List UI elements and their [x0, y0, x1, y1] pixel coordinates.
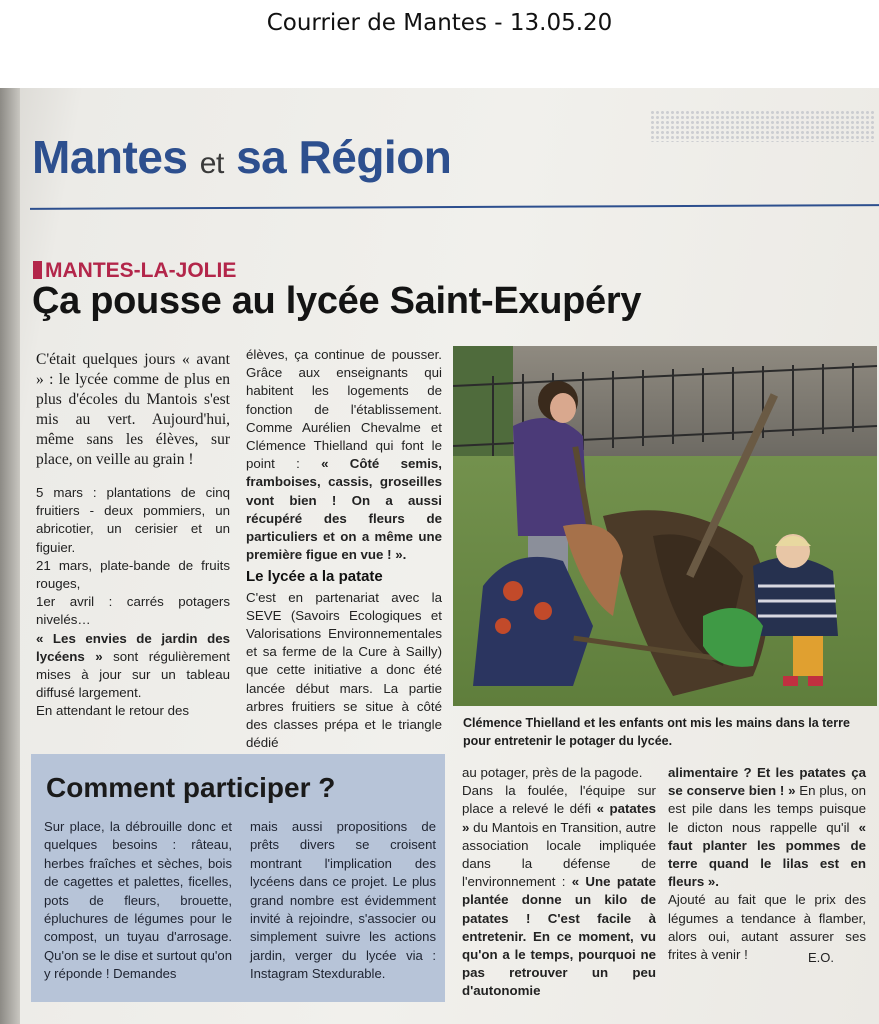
section-title-part2: sa Région — [236, 131, 452, 183]
col1-para-2: 21 mars, plate-bande de fruits rouges, — [36, 557, 230, 592]
newspaper-clipping — [0, 88, 879, 1024]
headline: Ça pousse au lycée Saint-Exupéry — [32, 280, 642, 322]
info-box-column-b: mais aussi propositions de prêts divers se croisent montrant l'implication des lycéens dans ce projet. Le plus grand nombre est évidemment invité à rejoindre, s'associer ou simplement suivre les actions jardin, verger du lycée via : Instagram Stexdurable. — [250, 819, 436, 982]
col3-para-2-text: Dans la foulée, l'équipe sur place a relevé le défi — [462, 783, 656, 817]
col4-para-2: Ajouté au fait que le prix des légumes a tendance à flamber, alors oui, autant assurer ses frites à venir ! — [668, 892, 866, 963]
kicker-text: MANTES-LA-JOLIE — [45, 259, 237, 282]
info-box-title: Comment participer ? — [46, 772, 336, 803]
col3-para-2 — [462, 782, 656, 1000]
article-column-1 — [36, 350, 230, 721]
subhead-patate: Le lycée a la patate — [246, 568, 383, 586]
col3-para-2-rest: du Mantois en Transition, autre association locale impliquée dans la défense de l'environnement : — [462, 819, 656, 890]
kicker-square-icon — [33, 261, 42, 279]
garden-photo-image — [453, 346, 877, 706]
col3-para-2-bold: « patates » — [462, 801, 657, 835]
source-caption-bar — [0, 0, 879, 88]
col2-para-2: C'est en partenariat avec la SEVE (Savoirs Ecologiques et Valorisations Environnementales et sa ferme de la Cure à Sailly) que cette initiative a donc été lancée début mars. La partie arbres fruitiers se situe à côté des classes prépa et le triangle dédié — [246, 589, 442, 751]
halftone-pattern — [650, 110, 875, 142]
info-box-column-a: Sur place, la débrouille donc et quelques besoins : râteau, herbes fraîches et sèches, bois de cagettes et palettes, ficelles, pots de fleurs, brouette, épluchures de légumes pour le compost, un tuyau d'arrosage. Qu'on se le dise et surtout qu'on y réponde ! Demandes — [44, 819, 232, 982]
article-column-2 — [246, 346, 442, 752]
col4-para-1-quote: « faut planter les pommes de terre quand le lilas est en fleurs ». — [668, 819, 866, 890]
col4-para-1-rest: En plus, on est pile dans les temps puisque le dicton nous rappelle qu'il — [668, 783, 866, 835]
section-title-et: et — [199, 147, 224, 180]
garden-photo — [453, 346, 877, 706]
col1-para-4-bold: « Les envies de jardin des lycéens » — [36, 630, 230, 664]
article-column-4 — [668, 764, 866, 964]
col1-para-3: 1er avril : carrés potagers nivelés… — [36, 594, 230, 628]
col2-para-1-quote: « Côté semis, framboises, cassis, groseilles vont bien ! On a aussi récupéré des fleurs de particuliers et on a même une première figue en vue ! ». — [246, 456, 442, 563]
col2-para-1-text: élèves, ça continue de pousser. Grâce aux enseignants qui habitent les logements de fonction de l'établissement. Comme Aurélien Chevalme et Clémence Thielland qui font le point : — [246, 347, 442, 472]
source-line: Courrier de Mantes - 13.05.20 — [266, 10, 613, 36]
page-fold — [0, 88, 20, 1024]
col1-para-1: 5 mars : plantations de cinq fruitiers - deux pommiers, un abricotier, un cerisier et un figuier. — [36, 485, 230, 555]
photo-caption: Clémence Thielland et les enfants ont mis les mains dans la terre pour entretenir le potager du lycée. — [463, 716, 850, 748]
col3-para-2-quote: « Une patate plantée donne un kilo de patates ! C'est facile à entretenir. En ce moment, vu qu'on a le temps, pourquoi ne pas retrouver un peu d'autonomie — [462, 874, 656, 999]
col4-para-1-bold: alimentaire ? Et les patates ça se conserve bien ! » — [668, 765, 866, 799]
col4-para-1 — [668, 764, 866, 891]
col1-para-4-rest: sont régulièrement mises à jour sur un tableau diffusé largement. — [36, 648, 230, 701]
section-title — [32, 130, 451, 184]
lede: C'était quelques jours « avant » : le lycée comme de plus en plus d'écoles du Mantois s'est mis au vert. Aujourd'hui, même sans les élèves, sur place, on veille au grain ! — [36, 351, 230, 468]
col3-para-1: au potager, près de la pagode. — [462, 765, 643, 780]
section-title-part1: Mantes — [32, 131, 188, 183]
section-rule — [30, 204, 879, 210]
col1-para-5: En attendant le retour des — [36, 703, 190, 719]
col1-para-4 — [36, 630, 230, 703]
author-initials: E.O. — [808, 950, 835, 965]
article-column-3 — [462, 764, 656, 1001]
col2-para-1 — [246, 346, 442, 564]
